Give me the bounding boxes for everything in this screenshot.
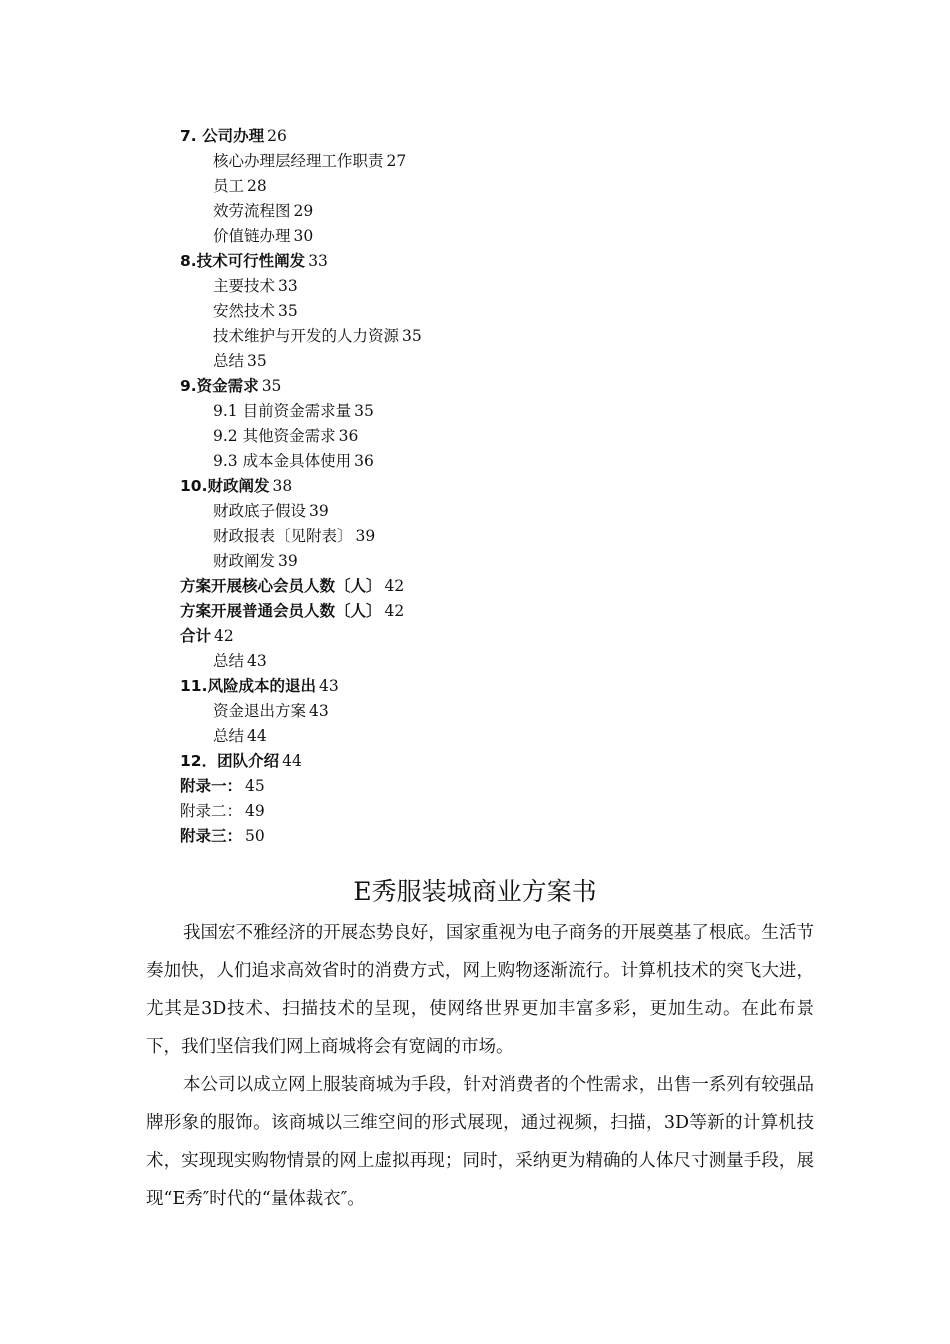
toc-entry-title: 资金退出方案 — [213, 702, 307, 720]
toc-entry-page: 44 — [282, 752, 302, 770]
toc-entry-title: 12．团队介绍 — [180, 752, 280, 770]
toc-entry-page: 28 — [247, 177, 267, 195]
toc-entry-title: 员工 — [213, 177, 245, 195]
toc-entry[interactable] — [180, 724, 820, 749]
toc-entry-page: 39 — [278, 552, 298, 570]
toc-entry-page: 35 — [261, 377, 282, 395]
toc-entry[interactable] — [180, 474, 820, 499]
toc-entry[interactable] — [180, 749, 820, 774]
toc-entry-title: 11.风险成本的退出 — [180, 677, 316, 695]
toc-entry-page: 35 — [247, 352, 267, 370]
toc-entry-title: 方案开展核心会员人数〔人〕 — [180, 577, 382, 595]
toc-entry[interactable] — [180, 524, 820, 549]
toc-entry[interactable] — [180, 699, 820, 724]
toc-entry-page: 33 — [278, 277, 298, 295]
toc-entry-page: 42 — [214, 627, 234, 645]
toc-entry-page: 43 — [318, 677, 339, 695]
toc-entry-title: 9.3 成本金具体使用 — [213, 452, 352, 470]
toc-entry-title: 财政报表〔见附表〕 — [213, 527, 353, 545]
toc-entry-title: 核心办理层经理工作职责 — [213, 152, 384, 170]
toc-entry-title: 9.资金需求 — [180, 377, 259, 395]
toc-entry-title: 8.技术可行性阐发 — [180, 252, 306, 270]
toc-entry-page: 26 — [267, 127, 287, 145]
toc-entry-page: 35 — [354, 402, 374, 420]
toc-entry-page: 35 — [278, 302, 298, 320]
toc-entry[interactable] — [180, 599, 820, 624]
toc-entry-title: 价值链办理 — [213, 227, 291, 245]
toc-entry-title: 安然技术 — [213, 302, 276, 320]
toc-entry-page: 29 — [293, 202, 314, 220]
toc-entry[interactable] — [180, 324, 820, 349]
toc-entry[interactable] — [180, 299, 820, 324]
toc-entry-page: 36 — [338, 427, 359, 445]
toc-entry-page: 45 — [245, 777, 265, 795]
document-body — [146, 914, 814, 1218]
toc-entry-title: 7. 公司办理 — [180, 127, 265, 145]
toc-entry-page: 39 — [355, 527, 376, 545]
toc-entry-page: 27 — [386, 152, 407, 170]
toc-entry-page: 42 — [384, 602, 405, 620]
toc-entry-page: 38 — [272, 477, 293, 495]
toc-entry[interactable] — [180, 424, 820, 449]
toc-entry[interactable] — [180, 149, 820, 174]
document-title: E秀服装城商业方案书 — [353, 877, 597, 906]
toc-entry[interactable] — [180, 449, 820, 474]
toc-entry-title: 附录二： — [180, 802, 243, 820]
toc-entry-title: 9.1 目前资金需求量 — [213, 402, 352, 420]
toc-entry-page: 39 — [309, 502, 329, 520]
toc-entry-page: 50 — [245, 827, 265, 845]
toc-entry-title: 合计 — [180, 627, 212, 645]
table-of-contents — [180, 124, 820, 849]
toc-entry[interactable] — [180, 124, 820, 149]
toc-entry[interactable] — [180, 824, 820, 849]
toc-entry[interactable] — [180, 499, 820, 524]
toc-entry[interactable] — [180, 574, 820, 599]
toc-entry[interactable] — [180, 199, 820, 224]
toc-entry[interactable] — [180, 549, 820, 574]
toc-entry-page: 33 — [308, 252, 328, 270]
toc-entry[interactable] — [180, 649, 820, 674]
toc-entry[interactable] — [180, 249, 820, 274]
toc-entry-page: 36 — [354, 452, 374, 470]
toc-entry-page: 44 — [247, 727, 267, 745]
toc-entry-title: 总结 — [213, 652, 245, 670]
toc-entry[interactable] — [180, 799, 820, 824]
toc-entry-page: 42 — [384, 577, 405, 595]
toc-entry[interactable] — [180, 274, 820, 299]
toc-entry-title: 主要技术 — [213, 277, 276, 295]
toc-entry-page: 35 — [402, 327, 422, 345]
toc-entry[interactable] — [180, 624, 820, 649]
toc-entry-title: 方案开展普通会员人数〔人〕 — [180, 602, 382, 620]
toc-entry-title: 技术维护与开发的人力资源 — [213, 327, 400, 345]
paragraph-company: 本公司以成立网上服装商城为手段，针对消费者的个性需求，出售一系列有较强品牌形象的服饰。该商城以三维空间的形式展现，通过视频，扫描，3D等新的计算机技术，实现现实购物情景的网上虚拟再现；同时，采纳更为精确的人体尺寸测量手段，展现“E秀″时代的“量体裁衣″。 — [146, 1075, 814, 1209]
toc-entry[interactable] — [180, 374, 820, 399]
toc-entry-title: 财政底子假设 — [213, 502, 307, 520]
toc-entry-title: 效劳流程图 — [213, 202, 291, 220]
toc-entry[interactable] — [180, 674, 820, 699]
toc-entry[interactable] — [180, 349, 820, 374]
toc-entry-title: 总结 — [213, 352, 245, 370]
toc-entry-title: 财政阐发 — [213, 552, 276, 570]
toc-entry-page: 30 — [293, 227, 314, 245]
toc-entry-title: 总结 — [213, 727, 245, 745]
toc-entry[interactable] — [180, 399, 820, 424]
toc-entry-page: 49 — [245, 802, 265, 820]
toc-entry[interactable] — [180, 774, 820, 799]
toc-entry-title: 附录三： — [180, 827, 243, 845]
toc-entry-page: 43 — [247, 652, 267, 670]
paragraph-intro: 我国宏不雅经济的开展态势良好，国家重视为电子商务的开展奠基了根底。生活节奏加快，人们追求高效省时的消费方式，网上购物逐渐流行。计算机技术的突飞大进，尤其是3D技术、扫描技术的呈现，使网络世界更加丰富多彩，更加生动。在此布景下，我们坚信我们网上商城将会有宽阔的市场。 — [146, 923, 814, 1057]
toc-entry[interactable] — [180, 224, 820, 249]
toc-entry-page: 43 — [309, 702, 329, 720]
toc-entry-title: 附录一： — [180, 777, 243, 795]
toc-entry-title: 10.财政阐发 — [180, 477, 270, 495]
toc-entry[interactable] — [180, 174, 820, 199]
toc-entry-title: 9.2 其他资金需求 — [213, 427, 336, 445]
